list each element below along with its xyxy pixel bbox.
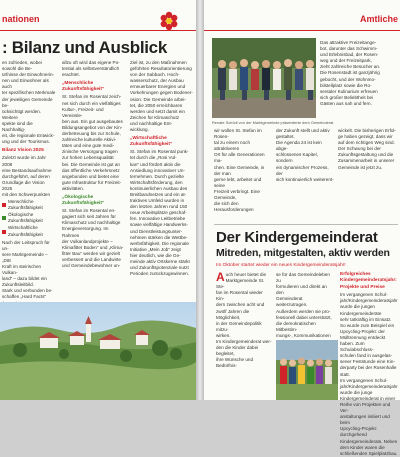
right-top-column-2 [214,128,272,220]
text-line: ternehmen. Durch gezielte [130,173,184,179]
text-line: Grundlage die Vision 2025 [2,179,45,191]
text-line: jahr/Kindergemeinderatsjahr [340,298,398,304]
kindergemeinderat-lead: Im Oktober startet wieder ein neues Kindergemeinderatsjahr! [216,263,346,268]
text-line: Zukunftsleitbild. [2,282,34,288]
text-line: Initiative „Mein Job“ zeigt [130,246,181,252]
text-line: Kindergemeinderat in einer [340,395,396,401]
header-rule [0,30,196,31]
text-line: Zusammenarbeit in unserer [338,158,395,164]
text-line: nehmen stärken die Wettbe- [130,234,188,240]
text-line: Kindergemeinderats. Neben [340,438,398,444]
left-column-3 [130,60,194,300]
text-line: Die Agenda 24 ist kein abge- [276,140,322,152]
text-line: ihre Wünsche und Bedürfnis- [216,357,254,369]
text-line: Der Schwung bei der [338,146,381,152]
text-line: auf dem richtigen Weg sind. [338,140,395,146]
text-line: Zuletzt wurde im Jahr 2008 [2,155,46,167]
text-line: tet durch die „Rosi Vul- [130,155,177,161]
text-line: tal zu einem noch attraktiveren [214,140,251,152]
text-line: schaffen „Hard Facts“ [2,294,47,300]
text-line: dern zwischen acht und [216,302,265,308]
text-line: Zukunftsgestaltung und die [338,152,394,158]
text-line: Upcycling-Projekt: der [340,328,385,334]
text-line: sentaler Kulinarium erfreuen [320,88,378,94]
kg-column-3 [340,272,398,456]
children-group-photo [276,340,338,400]
text-line: Reihe von Projekten und Ver- [340,401,391,414]
text-line: und Dienstleistungsunter- [130,228,183,234]
text-line: Im Kindergemeinderat wer- [216,339,272,345]
text-line: wasserschutz, der Ausbau [130,78,184,84]
text-line: bei. Die Gemeinde ist gut an [62,161,120,167]
left-column-2 [62,60,124,300]
article-divider [214,224,398,225]
bullet-item [2,225,56,237]
text-line: gagiert sich seit Jahren für [62,214,116,220]
text-line: Marktgemeinde St. Ste- [216,278,265,290]
text-line: fitter Bau“ werden wir gezielt [62,250,120,256]
text-line: gestaltet. [276,134,295,140]
text-line: land“ – dazu bildet ein [2,276,47,282]
text-line: ein dynamischer Prozess, der [276,164,329,176]
text-line: von der Sabbach. Hoch- [130,72,180,78]
text-line: bot, darunter das Schwimm- [320,46,378,52]
bullet-item [2,199,56,211]
text-line: zieht zahlreiche Besucher an. [320,64,381,70]
text-line: sehr tatkräftig im Einsatz. [340,316,392,322]
text-line: uch heuer bietet die [225,272,267,277]
text-line: nen und Einwohner als auch [2,78,49,90]
text-line: fen. Innovative Leitbetriebe [130,216,186,222]
text-line: Kraft im steirischen Vulkan- [2,264,42,276]
green-square-icon [2,216,6,220]
text-line: ben aus. Ein gut ausgebautes [62,118,123,124]
text-line: derbetreuung bis zur Schule, [62,131,121,137]
text-line: der jeweiligen Gemeinde be- [2,96,53,108]
gemeinderat-photo [212,38,316,118]
text-line: Kindergemeinderäte [340,310,382,316]
text-line: ter spezifischen Merkmale [2,90,56,96]
text-line: täten und eine gute medi- [62,143,115,149]
text-line: zur hohen Lebensqualität [62,155,114,161]
bullet-label: Ökologische Zukunftsfähigkeit [8,212,43,224]
text-line: und nachhaltige Ent- [130,120,173,126]
text-line: Das attraktive Freizeitange- [320,40,377,45]
text-line: sich kontinuierlich weiterent- [276,176,334,182]
right-page-header [204,0,400,34]
text-line: werbsfähigkeit. Die regionale [130,240,189,246]
text-line: Stark und verbunden be- [2,288,53,294]
text-line: Ansiedlung innovativer Un- [130,167,185,173]
text-line: Klimafitter Boden“ und „Klima- [62,244,124,250]
focus-bullet-list [2,199,56,238]
text-line: dem Kinder waren die [340,444,385,450]
rose-logo-icon [159,11,179,31]
text-line: zwölf Jahren die Möglichkeit, [216,308,250,320]
text-line: Freizeit verbringt. Eine Gemeinde, [214,188,260,201]
oekologische-subheading: „Ökologische Zukunftsfähigkeit“ [62,194,105,207]
text-line: net sich durch ein vielfältiges [62,100,121,106]
text-line: und Erlebnisbad, der Rosen- [320,52,379,58]
text-line: aktivitäten. [62,185,84,191]
text-line: Kultur-, Freizeit- und Vereinsle- [62,106,104,118]
text-line: derparty bei der Rosenhalle [340,365,397,371]
landscape-image [0,302,196,400]
text-line: Gästen aus nah und fern. [320,100,372,106]
text-line: werden und setzt damit ein [130,108,185,114]
text-line: in der Gemeindepolitik mitzu- [216,320,262,332]
text-line: hier deutlich, wie die Ge- [130,252,181,258]
text-line: Vorkehrungen gegen Bodener- [130,90,193,96]
text-line: chen. Eine Gemeinde, in der man [214,164,265,176]
text-line: formulieren und direkt an den [276,284,327,296]
text-line: Ziel ist, zu den Maßnahmen [130,60,187,65]
right-section-label: Amtliche [359,14,398,24]
text-line: den die Kinder dabei begleitet, [216,345,259,357]
text-line: traktives Umfeld wurden in [130,198,185,204]
text-line: allzu oft wird das eigene Po- [62,60,120,65]
text-line: mungs-, Kommunikationen [276,332,331,338]
text-line: Perioden zurückzugewinnen. [130,271,189,277]
text-line: das öffentliche Verkehrsnetz [62,167,120,173]
text-line: ge haben gezeigt, dass wir [338,134,393,140]
text-line: Zeichen für Klimaschutz [130,114,180,120]
text-line: eit, die regionale Entwick- [2,133,55,139]
text-line: Die Rosenstadt ist ganzjährig [320,70,380,76]
left-column-1 [2,60,56,300]
text-line: wurde die jungen [340,304,375,310]
text-line: se für das Gemeindeleben zu [276,272,330,284]
text-line: Gemeinderat weiterzutragen. [276,296,308,308]
text-line: tential als selbstverständlich [62,66,120,72]
text-line: fan im Rosental wieder Kin- [216,290,263,302]
text-line: schließenden Spielplatzbau. [340,450,398,456]
text-line: Außerdem werden sie pro- [276,308,331,314]
col1-lines [2,60,56,145]
text-line: die sich den Herausforderungen [214,201,254,213]
kindergemeinderat-headline: Der Kindergemeinderat [216,229,378,246]
text-line: schlossenes Kapitel, sondern [276,152,318,164]
text-line: bilstellplatz sowie die Ro- [320,82,372,88]
children-image [276,340,338,400]
bullet-label: Wirtschaftliche Zukunftsfähigkeit [8,225,43,237]
projekte-preise-subheading: Projekte und Preise [340,285,385,291]
text-line: Upcycling-Projekt: durchgehend [340,426,378,438]
left-headline: : Bilanz und Ausblick [2,38,167,57]
text-line: meinde aktiv Ortskerne stärkt [130,259,190,264]
text-line: der Vulkanlandprojekte – [62,238,113,244]
text-line: den letzten Jahren rund 150 [130,204,188,210]
text-line: durchgeführt, auf deren [2,173,50,179]
text-line: tet, die 2050 erreichbaren [130,102,183,108]
text-line: ung und der Tourismus. [2,139,50,145]
erfolgreiches-subheading: Erfolgreiches Kindergemeinderatsjahr: [340,272,397,284]
text-line: verbessert und die Landwirte [62,256,121,262]
text-line: So wurde zum Beispiel ein [340,322,395,328]
kg-column-2 [276,272,334,342]
text-line: neue Arbeitsplätze geschaf- [130,210,187,216]
red-square-icon [2,230,6,234]
text-line: erachtet. [62,72,80,78]
text-line: wirken. [216,332,231,338]
text-line: St. Stefan im Rosental punk- [130,149,189,155]
text-line: geführten Resultatorientierung [130,66,192,72]
text-line: Breitbandnetzes und ein at- [130,191,187,197]
text-line: schulen fand in ausgelas- [340,353,393,359]
text-line: sowie vielfältige Handwerks- [130,222,188,228]
text-line: wickelt. Die bisherigen Erfol- [338,128,396,133]
photo-caption: Renate Schödl von der Marktgemeinde präsentierte dem Gemeinderat [212,120,334,125]
text-line: wir wollen St. Stefan im Rosen- [214,128,262,140]
right-top-column-1 [320,40,398,120]
left-landscape-photo [0,302,196,400]
text-line: gute Infrastruktur für Freizeit- [62,179,122,185]
text-line: und Zukunftspotenziale nutzt [130,265,189,271]
text-line: ürfnisse der Einwohnerin- [2,72,55,78]
right-page [204,0,400,456]
text-line: zahlreiche kulturelle Aktivi- [62,137,117,143]
text-line: sich großer Beliebtheit bei [320,94,374,100]
red-square-icon [2,203,6,207]
text-line: en zufrieden, wobei sowohl die Be- [2,60,42,72]
kg-column-1 [216,272,272,400]
text-line: sener Feststunde eine Kin- [340,359,395,365]
text-line: sere Marktgemeinde – „DIE [2,251,48,263]
right-top-column-4 [338,128,398,220]
text-line: die demokratischen Mitbestim- [276,320,316,332]
text-line: St. Stefan im Rosental en- [62,208,116,214]
text-line: zinische Versorgung tragen [62,149,118,155]
left-section-label: nationen [2,14,40,24]
text-line: erneuerbarer Energien und [130,84,186,90]
text-line: der Zukunft stellt und aktiv [276,128,330,133]
left-page-header [0,0,196,34]
text-line: wicklung. [130,127,149,133]
left-page [0,0,196,400]
text-line: mit den Schwerpunkten [2,191,51,197]
text-line: gebucht, und der Wohnmo- [320,76,376,82]
text-line: und Gemeindebewohner un- [62,263,121,268]
kindergemeinderat-subheadline: Mitreden, mitgestalten, aktiv werden [216,247,390,259]
text-line: wurde die junge [340,389,373,395]
text-line: haben. Zum Schulabschluss- [340,341,374,353]
text-line: Nach der Leitspruch für un- [2,239,50,251]
text-line: ücksichtigt werden. Weitere [2,108,42,120]
right-top-column-3 [276,128,334,220]
bullet-label: Menschliche Zukunftsfähigkeit [8,199,43,211]
text-line: jahr/Kindergemeinderatsjahr [340,383,398,389]
text-line: statt. [340,371,350,377]
text-line: kontinuierlichen Ausbau des [130,185,188,191]
text-line: gerne lebt, arbeitet und seine [214,176,262,188]
text-line: Ort für alle Generationen ma- [214,152,265,164]
text-line: kan“ und fördert aktiv die [130,161,181,167]
meeting-image [212,38,316,118]
header-rule [204,30,400,31]
text-line: weg und der Freizeitpark, [320,58,372,64]
text-line: Im vergangenen Schul- [340,377,388,383]
menschliche-subheading: „Menschliche Zukunftsfähigkeit“ [62,81,105,93]
text-line: Mülltrennung entdeckt [340,334,386,340]
text-line: fessionell dabei unterstützt, [276,314,332,320]
text-line: Gemeinde ist jetzt zu. [338,164,383,170]
text-line: angebunden und bietet eine [62,173,119,179]
text-line: anstaltungen initiiert und beim [340,414,390,426]
bilanz-vision-subheading: Bilanz Vision 2025 [2,148,44,154]
text-line: St. Stefan im Rosental zeich- [62,94,122,100]
page-gutter [196,0,204,400]
drop-cap: A [216,270,225,284]
bullet-item [2,212,56,224]
text-line: eine Bestandsaufnahme [2,167,52,173]
text-line: Im vergangenen Schul- [340,292,388,298]
text-line: spekte sind die Nachhaltig- [2,120,33,133]
wirtschaftliche-subheading: „Wirtschaftliche Zukunftsfähigkeit“ [130,136,173,148]
text-line: Energieversorgung. Im Rahmen [62,226,109,238]
text-line: Wirtschaftsförderung, den [130,179,183,185]
text-line: osion. Die Gemeinde arbei- [130,96,186,102]
text-line: Bildungsangebot von der Kin- [62,124,123,130]
text-line: Klimaschutz und nachhaltige [62,220,121,226]
